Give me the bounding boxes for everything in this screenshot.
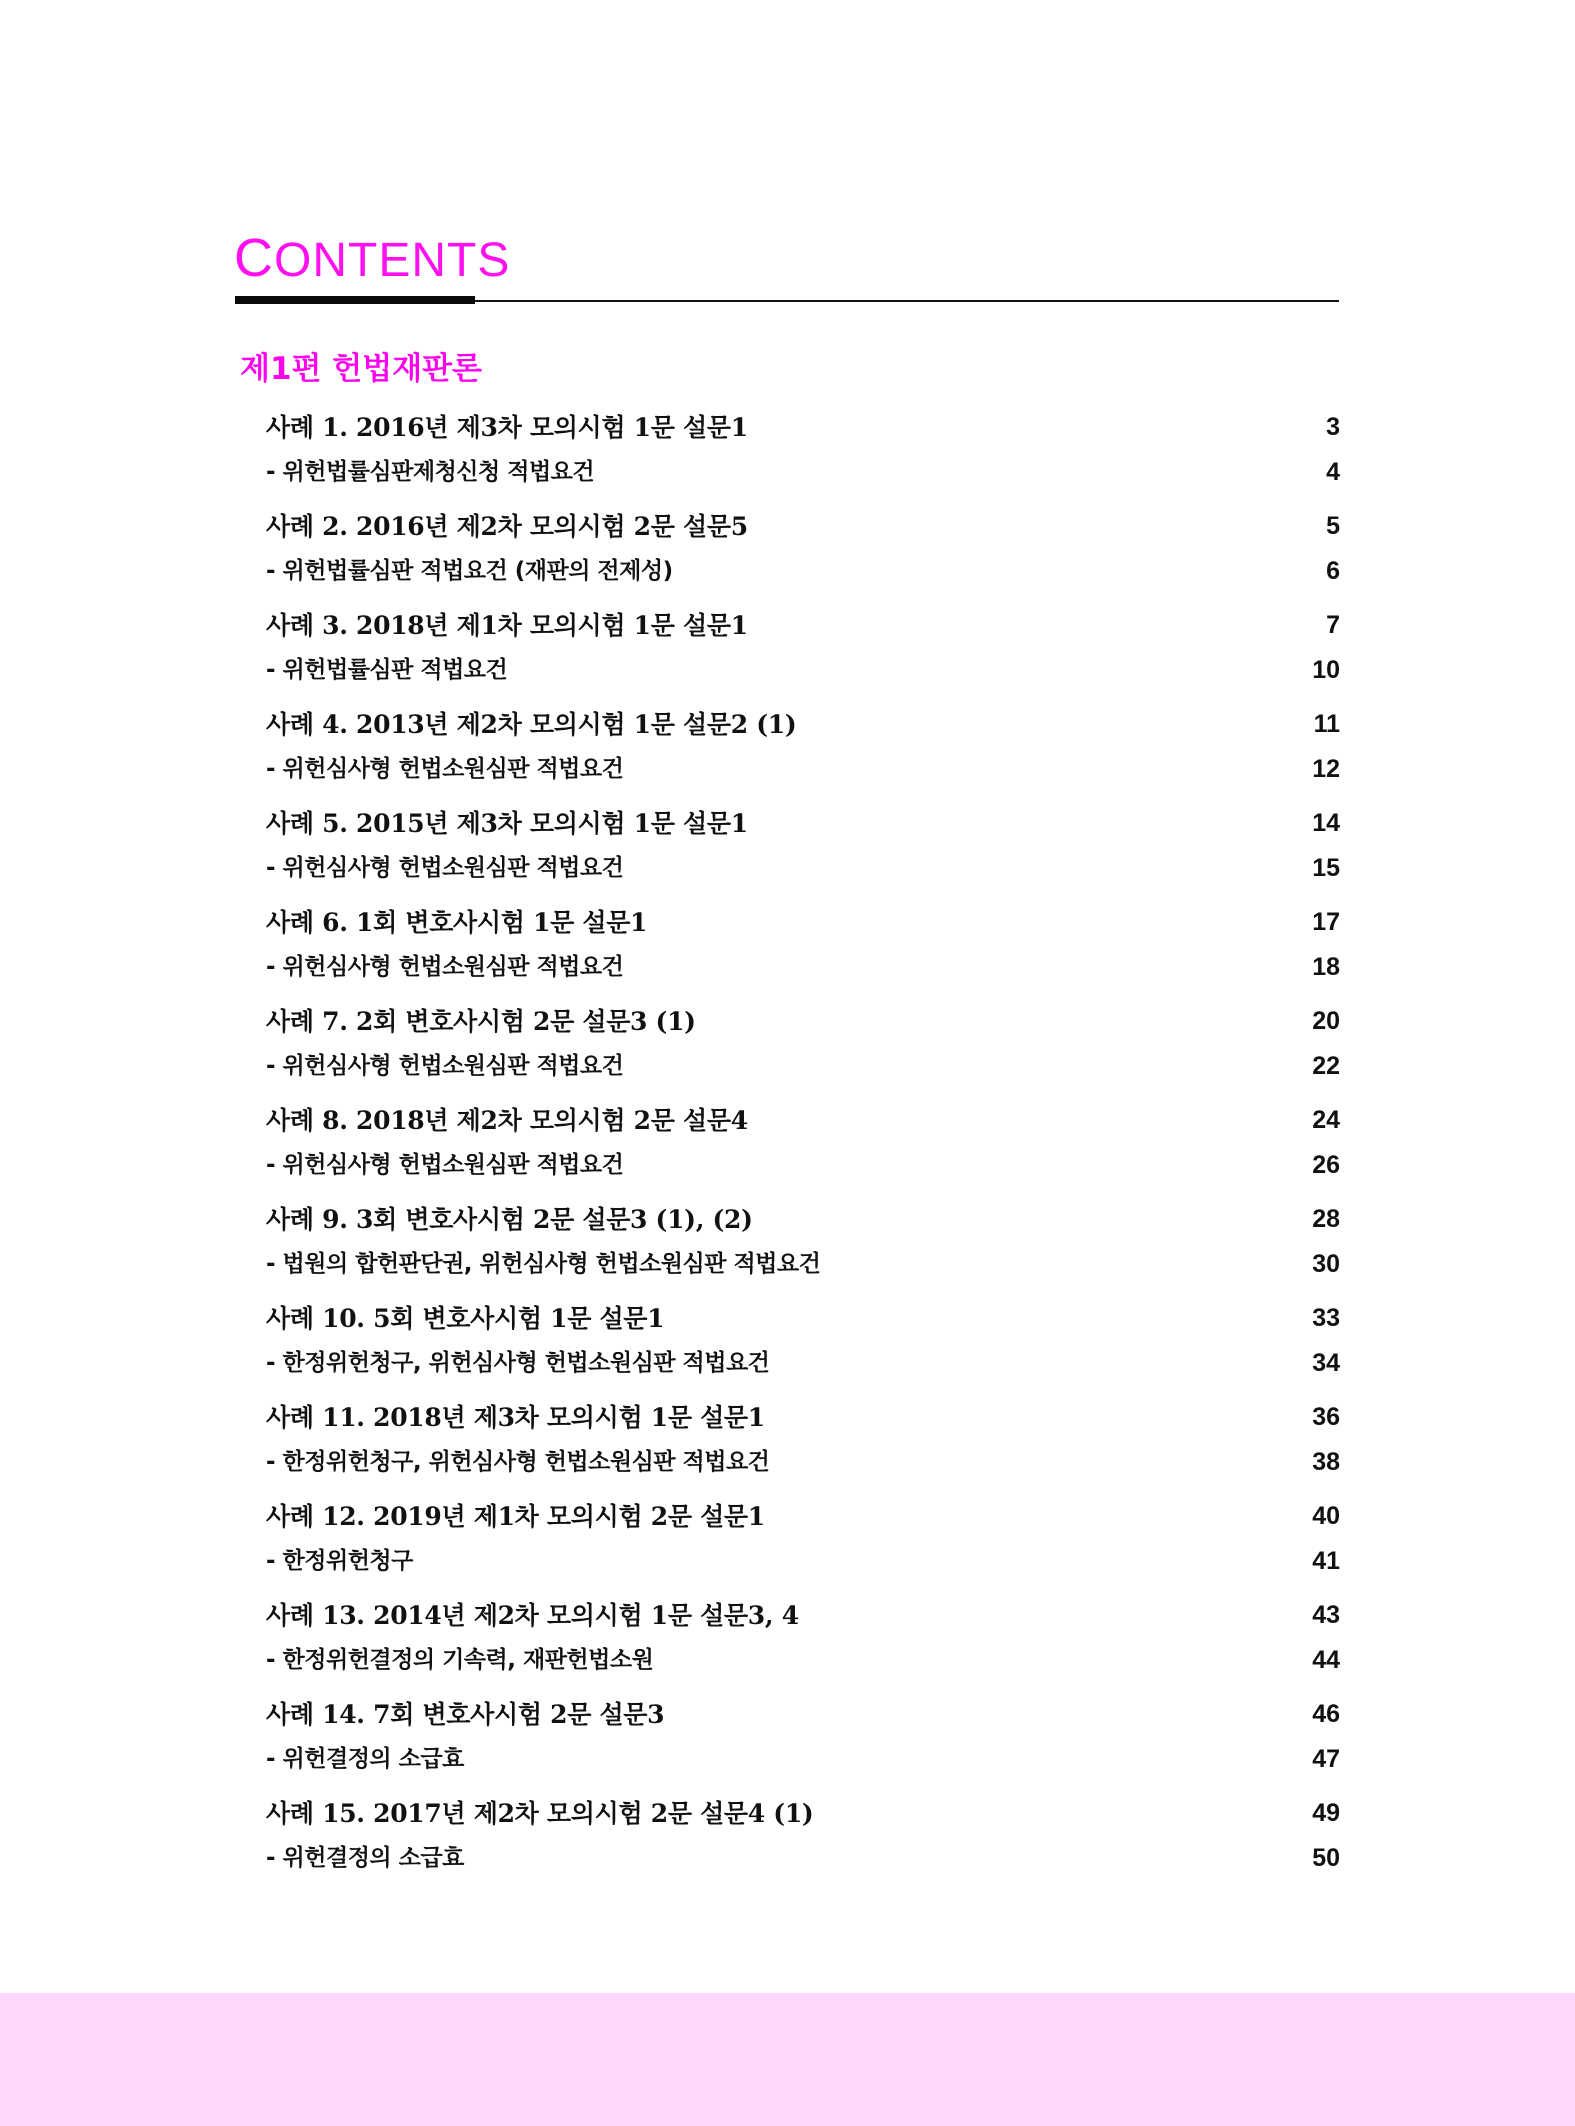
- toc-entry: [266, 1494, 1340, 1593]
- toc-topic-title: - 위헌법률심판 적법요건 (재판의 전제성): [266, 558, 673, 584]
- toc-case-title: 사례 11. 2018년 제3차 모의시험 1문 설문1: [266, 1403, 765, 1432]
- toc-topic-page-number: 15: [1312, 854, 1340, 882]
- toc-topic-title: - 한정위헌청구, 위헌심사형 헌법소원심판 적법요건: [266, 1449, 770, 1475]
- toc-topic-row[interactable]: [266, 1638, 1340, 1683]
- toc-entry: [266, 900, 1340, 999]
- toc-case-page-number: 5: [1326, 512, 1340, 540]
- toc-topic-row[interactable]: [266, 1836, 1340, 1881]
- toc-entry: [266, 603, 1340, 702]
- toc-entry: [266, 999, 1340, 1098]
- toc-entry: [266, 1296, 1340, 1395]
- toc-case-row[interactable]: [266, 1395, 1340, 1440]
- toc-entry: [266, 1395, 1340, 1494]
- toc-topic-page-number: 18: [1312, 953, 1340, 981]
- toc-topic-row[interactable]: [266, 1242, 1340, 1287]
- toc-topic-row[interactable]: [266, 1143, 1340, 1188]
- toc-case-row[interactable]: [266, 1296, 1340, 1341]
- contents-heading-rest: ONTENTS: [274, 234, 511, 287]
- toc-topic-row[interactable]: [266, 1440, 1340, 1485]
- toc-case-page-number: 49: [1312, 1799, 1340, 1827]
- toc-case-title: 사례 10. 5회 변호사시험 1문 설문1: [266, 1304, 665, 1333]
- toc-case-title: 사례 7. 2회 변호사시험 2문 설문3 (1): [266, 1007, 696, 1036]
- toc-topic-page-number: 6: [1326, 557, 1340, 585]
- toc-entry: [266, 405, 1340, 504]
- toc-topic-title: - 한정위헌청구: [266, 1548, 413, 1574]
- toc-topic-row[interactable]: [266, 1044, 1340, 1089]
- toc-case-page-number: 11: [1313, 710, 1340, 738]
- footer-band: [0, 1993, 1575, 2126]
- toc-case-page-number: 3: [1326, 413, 1340, 441]
- toc-case-row[interactable]: [266, 1494, 1340, 1539]
- toc-case-title: 사례 12. 2019년 제1차 모의시험 2문 설문1: [266, 1502, 765, 1531]
- toc-case-title: 사례 4. 2013년 제2차 모의시험 1문 설문2 (1): [266, 710, 797, 739]
- toc-case-title: 사례 14. 7회 변호사시험 2문 설문3: [266, 1700, 665, 1729]
- toc-topic-row[interactable]: [266, 846, 1340, 891]
- toc-topic-title: - 위헌결정의 소급효: [266, 1845, 464, 1871]
- toc-case-row[interactable]: [266, 1197, 1340, 1242]
- toc-case-page-number: 43: [1312, 1601, 1340, 1629]
- toc-topic-title: - 위헌심사형 헌법소원심판 적법요건: [266, 756, 624, 782]
- toc-topic-row[interactable]: [266, 648, 1340, 693]
- toc-case-row[interactable]: [266, 1791, 1340, 1836]
- toc-case-page-number: 46: [1312, 1700, 1340, 1728]
- toc-topic-title: - 위헌법률심판제청신청 적법요건: [266, 459, 595, 485]
- part-title: 제1편 헌법재판론: [240, 351, 482, 387]
- toc-case-title: 사례 5. 2015년 제3차 모의시험 1문 설문1: [266, 809, 748, 838]
- toc-case-row[interactable]: [266, 504, 1340, 549]
- toc-topic-title: - 위헌결정의 소급효: [266, 1746, 464, 1772]
- toc-topic-page-number: 47: [1312, 1745, 1340, 1773]
- toc-entry: [266, 1098, 1340, 1197]
- toc-topic-page-number: 50: [1312, 1844, 1340, 1872]
- toc-case-title: 사례 2. 2016년 제2차 모의시험 2문 설문5: [266, 512, 748, 541]
- toc-case-row[interactable]: [266, 999, 1340, 1044]
- toc-topic-row[interactable]: [266, 450, 1340, 495]
- toc-case-row[interactable]: [266, 405, 1340, 450]
- toc-entry: [266, 1197, 1340, 1296]
- toc-topic-title: - 위헌법률심판 적법요건: [266, 657, 508, 683]
- toc-topic-page-number: 22: [1312, 1052, 1340, 1080]
- toc-topic-title: - 위헌심사형 헌법소원심판 적법요건: [266, 1152, 624, 1178]
- toc-case-title: 사례 8. 2018년 제2차 모의시험 2문 설문4: [266, 1106, 748, 1135]
- toc-topic-row[interactable]: [266, 747, 1340, 792]
- toc-topic-row[interactable]: [266, 945, 1340, 990]
- toc-case-page-number: 14: [1312, 809, 1340, 837]
- toc-entry: [266, 702, 1340, 801]
- heading-rule-thin: [475, 300, 1339, 302]
- toc-topic-row[interactable]: [266, 1539, 1340, 1584]
- toc-topic-row[interactable]: [266, 549, 1340, 594]
- toc-case-page-number: 7: [1326, 611, 1340, 639]
- toc-topic-page-number: 41: [1312, 1547, 1340, 1575]
- toc-case-row[interactable]: [266, 603, 1340, 648]
- toc-topic-title: - 한정위헌결정의 기속력, 재판헌법소원: [266, 1647, 654, 1673]
- heading-rule-thick: [235, 296, 475, 304]
- toc-case-row[interactable]: [266, 1692, 1340, 1737]
- toc-topic-page-number: 10: [1312, 656, 1340, 684]
- toc-case-title: 사례 1. 2016년 제3차 모의시험 1문 설문1: [266, 413, 748, 442]
- toc-topic-title: - 위헌심사형 헌법소원심판 적법요건: [266, 954, 624, 980]
- toc-topic-row[interactable]: [266, 1737, 1340, 1782]
- toc-entry: [266, 1593, 1340, 1692]
- toc-case-page-number: 40: [1312, 1502, 1340, 1530]
- toc-entry: [266, 504, 1340, 603]
- toc-entry: [266, 801, 1340, 900]
- toc-topic-page-number: 44: [1312, 1646, 1340, 1674]
- toc-topic-page-number: 34: [1312, 1349, 1340, 1377]
- toc-case-title: 사례 6. 1회 변호사시험 1문 설문1: [266, 908, 648, 937]
- toc-case-row[interactable]: [266, 1593, 1340, 1638]
- toc-topic-row[interactable]: [266, 1341, 1340, 1386]
- toc-case-page-number: 28: [1312, 1205, 1340, 1233]
- toc-entry: [266, 1791, 1340, 1890]
- toc-case-page-number: 36: [1312, 1403, 1340, 1431]
- toc-case-page-number: 20: [1312, 1007, 1340, 1035]
- toc-entry: [266, 1692, 1340, 1791]
- contents-heading-initial: C: [234, 228, 274, 288]
- toc-case-page-number: 24: [1312, 1106, 1340, 1134]
- toc-case-title: 사례 13. 2014년 제2차 모의시험 1문 설문3, 4: [266, 1601, 799, 1630]
- toc-case-row[interactable]: [266, 702, 1340, 747]
- toc-topic-page-number: 38: [1312, 1448, 1340, 1476]
- toc-topic-title: - 위헌심사형 헌법소원심판 적법요건: [266, 855, 624, 881]
- toc-case-title: 사례 9. 3회 변호사시험 2문 설문3 (1), (2): [266, 1205, 753, 1234]
- toc-case-page-number: 33: [1312, 1304, 1340, 1332]
- toc-topic-page-number: 26: [1312, 1151, 1340, 1179]
- toc-case-title: 사례 3. 2018년 제1차 모의시험 1문 설문1: [266, 611, 748, 640]
- toc-case-row[interactable]: [266, 1098, 1340, 1143]
- toc-topic-title: - 한정위헌청구, 위헌심사형 헌법소원심판 적법요건: [266, 1350, 770, 1376]
- toc-topic-page-number: 12: [1312, 755, 1340, 783]
- contents-heading: [234, 228, 510, 288]
- toc-case-row[interactable]: [266, 900, 1340, 945]
- toc-case-title: 사례 15. 2017년 제2차 모의시험 2문 설문4 (1): [266, 1799, 814, 1828]
- toc-topic-page-number: 30: [1312, 1250, 1340, 1278]
- toc-topic-title: - 법원의 합헌판단권, 위헌심사형 헌법소원심판 적법요건: [266, 1251, 821, 1277]
- toc-case-row[interactable]: [266, 801, 1340, 846]
- toc-case-page-number: 17: [1312, 908, 1340, 936]
- toc-list: [266, 405, 1340, 1890]
- toc-topic-page-number: 4: [1326, 458, 1340, 486]
- toc-topic-title: - 위헌심사형 헌법소원심판 적법요건: [266, 1053, 624, 1079]
